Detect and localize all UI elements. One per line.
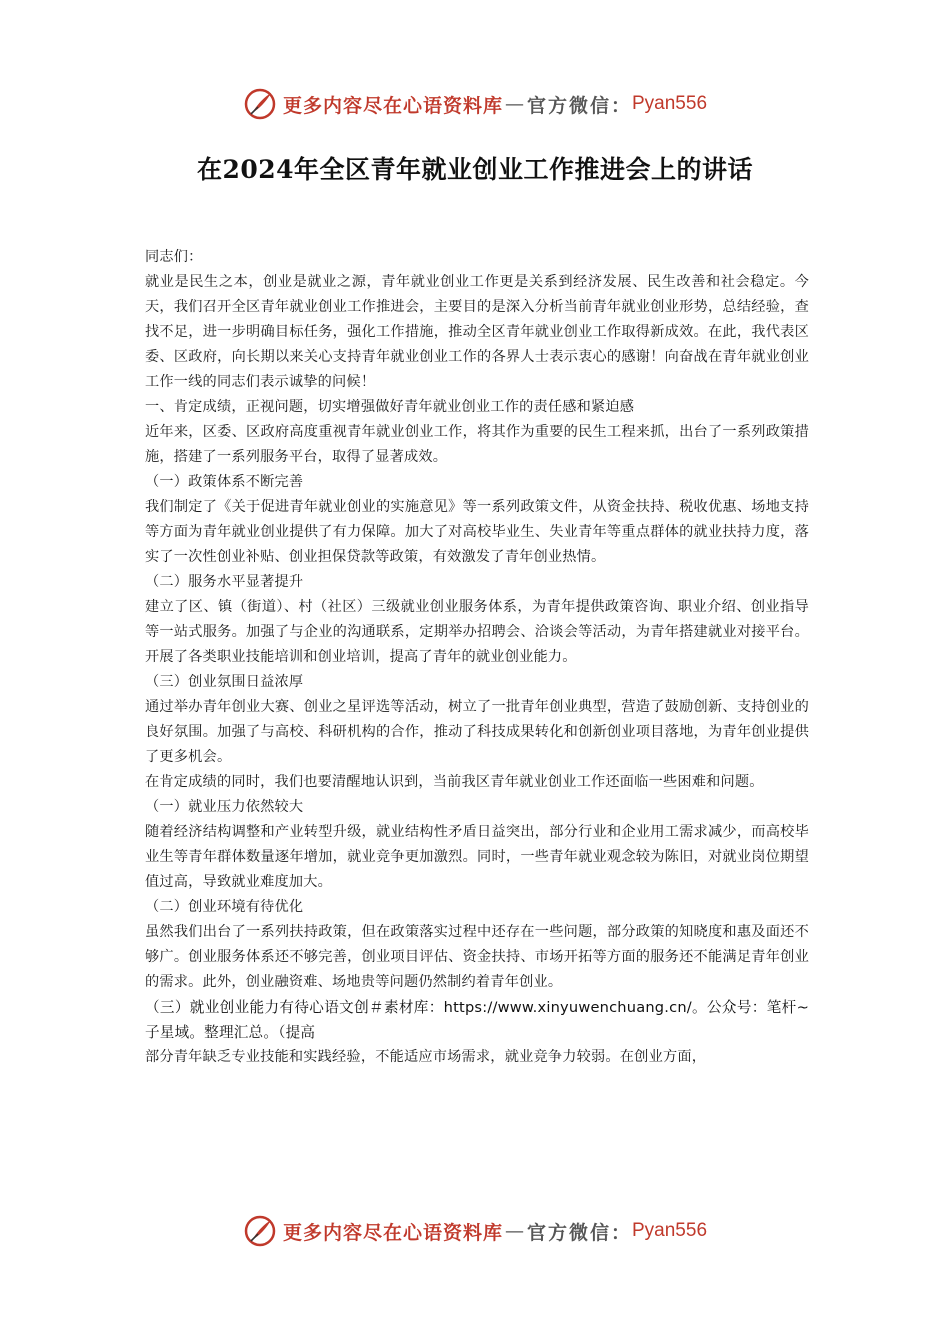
subsection-heading: （三）创业氛围日益浓厚 xyxy=(145,674,304,690)
wechat-label: 官方微信： xyxy=(526,94,632,117)
banner-text: 更多内容尽在心语资料库 xyxy=(282,94,503,117)
header-banner xyxy=(0,84,950,124)
banner-text: 更多内容尽在心语资料库 xyxy=(282,1221,503,1244)
subsection-heading: （二）服务水平显著提升 xyxy=(145,574,304,590)
body-paragraph: 就业是民生之本，创业是就业之源，青年就业创业工作更是关系到经济发展、民生改善和社会稳定。今天，我们召开全区青年就业创业工作推进会，主要目的是深入分析当前青年就业创业形势，总结经验，查找不足，进一步明确目标任务，强化工作措施，推动全区青年就业创业工作取得新成效。在此，我代表区委、区政府，向长期以来关心支持青年就业创业工作的各界人士表示衷心的感谢！向奋战在青年就业创业工作一线的同志们表示诚挚的问候！ xyxy=(145,274,809,390)
body-paragraph: 虽然我们出台了一系列扶持政策，但在政策落实过程中还存在一些问题，部分政策的知晓度和惠及面还不够广。创业服务体系还不够完善，创业项目评估、资金扶持、市场开拓等方面的服务还不能满足青年创业的需求。此外，创业融资难、场地贵等问题仍然制约着青年创业。 xyxy=(145,924,809,990)
watermark-heading-line: （三）就业创业能力有待心语文创＃素材库：https://www.xinyuwenchuang.cn/。公众号：笔杆~子星域。整理汇总。（提高 xyxy=(145,999,809,1041)
banner-separator: — xyxy=(504,1220,525,1242)
body-paragraph: 通过举办青年创业大赛、创业之星评选等活动，树立了一批青年创业典型，营造了鼓励创新、支持创业的良好氛围。加强了与高校、科研机构的合作，推动了科技成果转化和创新创业项目落地，为青年创业提供了更多机会。 xyxy=(145,699,809,765)
wechat-label: 官方微信： xyxy=(526,1221,632,1244)
footer-banner xyxy=(0,1211,950,1251)
subsection-heading: （一）就业压力依然较大 xyxy=(145,799,304,815)
body-paragraph: 我们制定了《关于促进青年就业创业的实施意见》等一系列政策文件，从资金扶持、税收优惠、场地支持等方面为青年就业创业提供了有力保障。加大了对高校毕业生、失业青年等重点群体的就业扶持力度，落实了一次性创业补贴、创业担保贷款等政策，有效激发了青年创业热情。 xyxy=(145,499,809,565)
body-paragraph: 在肯定成绩的同时，我们也要清醒地认识到，当前我区青年就业创业工作还面临一些困难和问题。 xyxy=(145,774,764,790)
wechat-id: Pyan556 xyxy=(632,1220,708,1241)
document-title: 在2024年全区青年就业创业工作推进会上的讲话 xyxy=(196,155,754,184)
body-paragraph: 建立了区、镇（街道）、村（社区）三级就业创业服务体系，为青年提供政策咨询、职业介绍、创业指导等一站式服务。加强了与企业的沟通联系，定期举办招聘会、洽谈会等活动，为青年搭建就业对接平台。开展了各类职业技能培训和创业培训，提高了青年的就业创业能力。 xyxy=(145,599,809,665)
body-paragraph: 近年来，区委、区政府高度重视青年就业创业工作，将其作为重要的民生工程来抓，出台了一系列政策措施，搭建了一系列服务平台，取得了显著成效。 xyxy=(145,424,809,465)
document-body xyxy=(145,245,809,1070)
subsection-heading: （一）政策体系不断完善 xyxy=(145,474,304,490)
salutation: 同志们： xyxy=(145,249,203,265)
body-paragraph: 随着经济结构调整和产业转型升级，就业结构性矛盾日益突出，部分行业和企业用工需求减少，而高校毕业生等青年群体数量逐年增加，就业竞争更加激烈。同时，一些青年就业观念较为陈旧，对就业岗位期望值过高，导致就业难度加大。 xyxy=(145,824,809,890)
subsection-heading: （二）创业环境有待优化 xyxy=(145,899,304,915)
banner-separator: — xyxy=(504,93,525,115)
wechat-id: Pyan556 xyxy=(632,93,708,114)
feather-pen-logo-icon xyxy=(243,1214,277,1248)
body-paragraph: 部分青年缺乏专业技能和实践经验，不能适应市场需求，就业竞争力较弱。在创业方面， xyxy=(145,1049,707,1065)
feather-pen-logo-icon xyxy=(243,87,277,121)
section-heading: 一、肯定成绩，正视问题，切实增强做好青年就业创业工作的责任感和紧迫感 xyxy=(145,399,635,415)
